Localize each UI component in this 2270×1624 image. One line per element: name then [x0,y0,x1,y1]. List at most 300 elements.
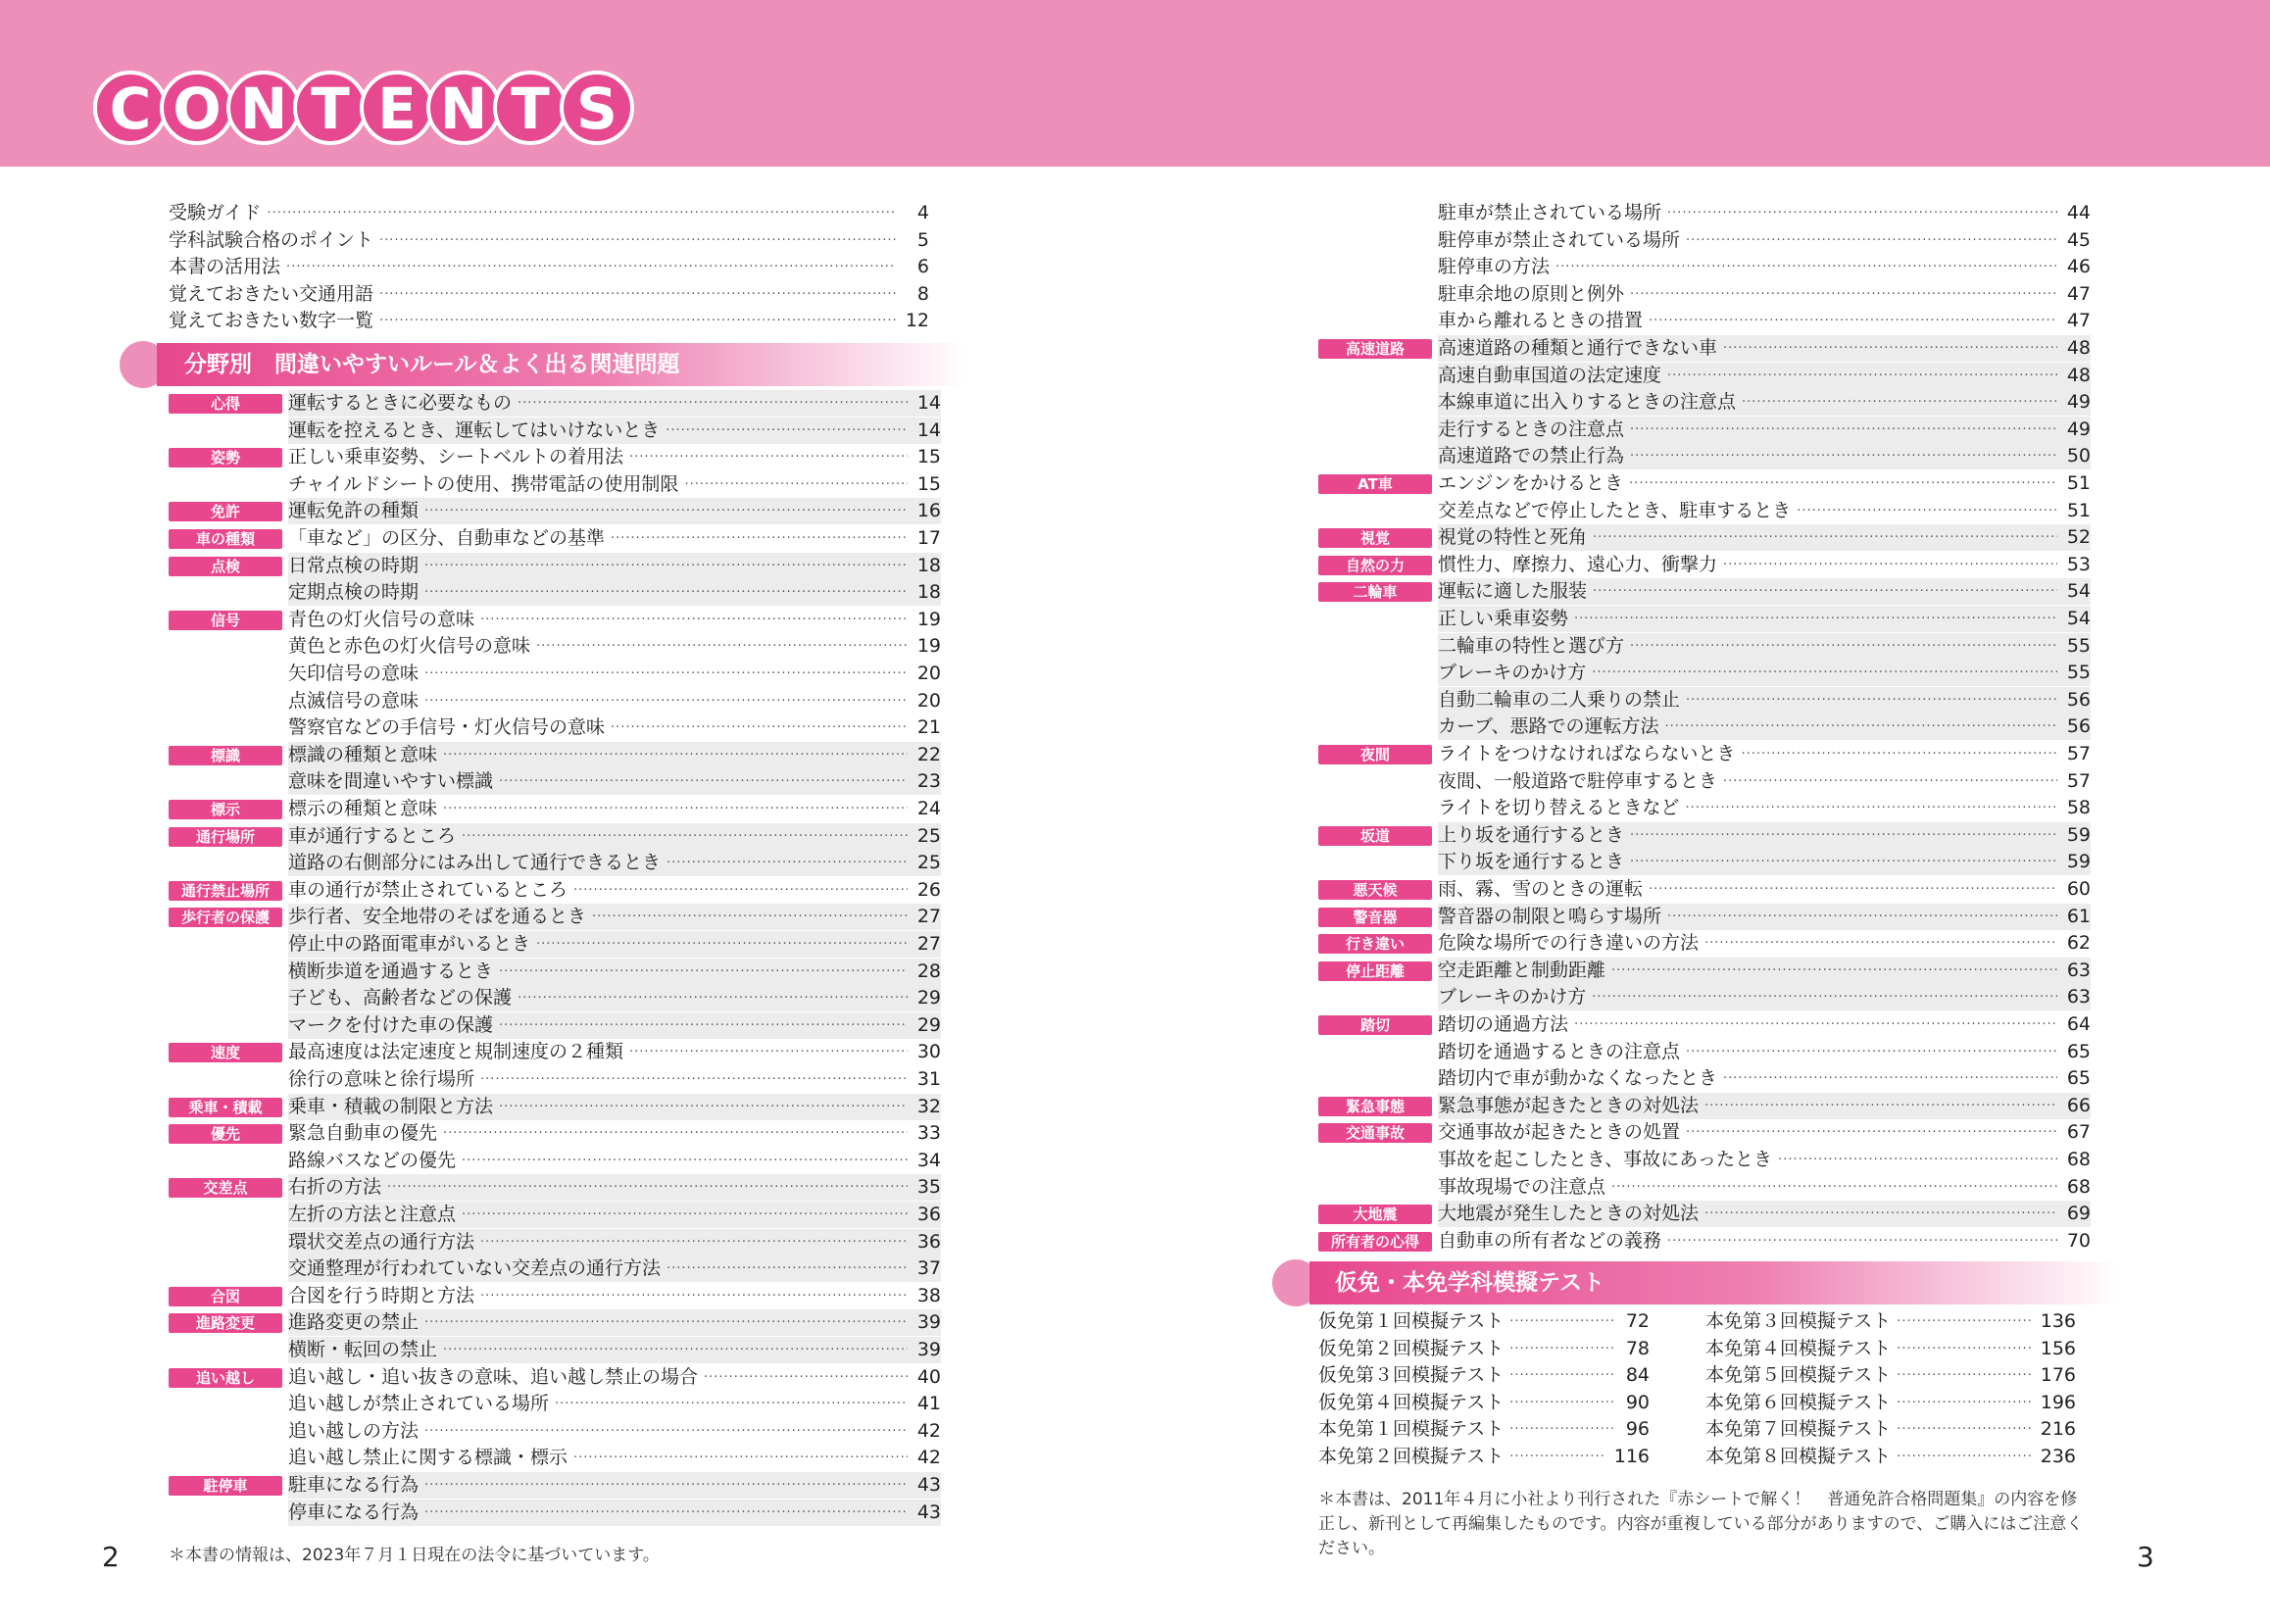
mock-test-page-number: 176 [2040,1364,2076,1387]
entry-page-number: 39 [916,1311,941,1334]
category-tag: 免許 [169,502,282,521]
leader-dots [1704,1201,2057,1227]
mock-test-label: 本免第４回模擬テスト [1705,1337,1892,1359]
leader-dots [1555,254,2057,280]
intro-row [169,200,929,226]
leader-dots [1509,1308,1616,1335]
category-tag: 視覚 [1318,528,1432,548]
entry-label: 下り坂を通行するとき [1438,851,1625,873]
entry-label: 雨、霧、雪のときの運転 [1438,878,1644,900]
category-tag: 姿勢 [169,448,282,468]
contents-row [288,1012,941,1039]
leader-dots [424,688,908,714]
leader-dots [1797,498,2057,524]
contents-row [1438,498,2091,524]
category-tag: 乗車・積載 [169,1098,282,1117]
contents-row [1438,904,2091,930]
leader-dots [499,959,908,985]
mock-test-row [1318,1444,1650,1470]
entry-label: 視覚の特性と死角 [1438,526,1588,549]
entry-page-number: 51 [2066,499,2091,521]
entry-label: 進路変更の禁止 [288,1311,419,1334]
leader-dots [1778,1147,2057,1173]
section-title: 分野別 間違いやすいルール＆よく出る関連問題 [184,352,680,377]
category-tag: 行き違い [1318,934,1432,954]
section-title-bar [1309,1261,2119,1304]
entry-page-number: 18 [916,581,941,604]
section-title-bar [157,343,968,386]
entry-label: 標示の種類と意味 [288,798,438,819]
entry-page-number: 54 [2066,608,2091,629]
leader-dots [443,1120,908,1147]
entry-label: 点滅信号の意味 [288,689,419,712]
category-tag: 速度 [169,1043,282,1062]
entry-label: 徐行の意味と徐行場所 [288,1068,475,1090]
entry-page-number: 67 [2066,1121,2091,1144]
leader-dots [536,633,908,660]
mock-test-label: 仮免第３回模擬テスト [1318,1364,1505,1387]
leader-dots [666,850,908,876]
logo-letter: N [426,71,501,145]
contents-row [1438,687,2091,714]
entry-page-number: 27 [916,933,941,955]
entry-label: ブレーキのかけ方 [1438,662,1587,684]
entry-page-number: 42 [916,1419,941,1442]
left-footnote-text: ＊本書の情報は、2023年７月１日現在の法令に基づいています。 [169,1546,660,1565]
category-tag: 進路変更 [169,1313,282,1333]
category-tag: 緊急事態 [1318,1097,1432,1116]
leader-dots [1686,1039,2057,1065]
contents-row [1438,1147,2091,1173]
entry-page-number: 63 [2066,986,2091,1009]
contents-row [288,607,941,633]
entry-label: 事故現場での注意点 [1438,1175,1606,1198]
leader-dots [1593,578,2057,605]
contents-row [288,850,941,876]
entry-label: 上り坂を通行するとき [1438,823,1625,846]
entry-label: 横断歩道を通過するとき [288,960,494,982]
category-tag: 合図 [169,1287,282,1306]
entry-label: 高速道路での禁止行為 [1438,445,1625,468]
entry-label: 青色の灯火信号の意味 [288,608,475,630]
entry-label: チャイルドシートの使用、携帯電話の使用制限 [288,472,679,495]
mock-test-label: 本免第７回模擬テスト [1705,1418,1892,1441]
entry-label: 車が通行するところ [288,824,457,847]
contents-row [288,1364,941,1391]
category-tag: 点検 [169,557,282,576]
entry-page-number: 53 [2066,553,2091,575]
entry-label: 学科試験合格のポイント [169,228,374,251]
leader-dots [424,1472,908,1499]
leader-dots [1574,1011,2057,1038]
entry-label: 交通事故が起きたときの処置 [1438,1121,1681,1144]
leader-dots [1509,1336,1616,1362]
contents-row [1438,606,2091,632]
entry-label: 緊急事態が起きたときの対処法 [1438,1094,1700,1116]
contents-row [288,904,941,930]
mock-test-page-number: 90 [1625,1391,1650,1413]
mock-test-page-number: 84 [1625,1364,1650,1387]
intro-row [169,254,929,280]
contents-row [1438,714,2091,740]
mock-test-row [1705,1390,2076,1416]
leader-dots [666,1255,908,1282]
category-tag: 警音器 [1318,908,1432,927]
leader-dots [611,525,908,552]
entry-page-number: 70 [2066,1229,2091,1252]
contents-row [288,1174,941,1201]
leader-dots [684,471,908,498]
leader-dots [424,1309,908,1336]
entry-page-number: 6 [916,256,929,278]
entry-page-number: 46 [2066,256,2091,278]
mock-test-row [1705,1308,2076,1335]
contents-row [1438,958,2091,984]
entry-label: 走行するときの注意点 [1438,418,1625,440]
entry-page-number: 45 [2066,228,2091,251]
leader-dots [462,1202,908,1228]
entry-label: 路線バスなどの優先 [288,1149,457,1171]
leader-dots [1897,1336,2032,1362]
leader-dots [286,254,896,280]
entry-label: 合図を行う時期と方法 [288,1284,475,1306]
entry-page-number: 24 [916,798,941,819]
leader-dots [1630,633,2057,660]
category-tag: 車の種類 [169,529,282,549]
contents-row [1438,200,2091,226]
entry-label: 横断・転回の禁止 [288,1339,438,1360]
entry-page-number: 69 [2066,1203,2091,1225]
entry-label: 交差点などで停止したとき、駐車するとき [1438,499,1792,521]
entry-label: 駐車が禁止されている場所 [1438,202,1662,223]
entry-label: 車から離れるときの措置 [1438,310,1644,332]
contents-row [288,444,941,470]
category-tag: 通行場所 [169,827,282,847]
contents-row [1438,795,2091,821]
entry-page-number: 57 [2066,769,2091,792]
leader-dots [379,281,896,308]
leader-dots [1897,1390,2032,1416]
contents-row [288,1229,941,1255]
contents-row [1438,443,2091,469]
entry-label: 定期点検の時期 [288,581,419,604]
leader-dots [1667,363,2057,389]
contents-row [288,579,941,606]
contents-row [1438,984,2091,1010]
category-tag: 心得 [169,394,282,414]
entry-page-number: 59 [2066,823,2091,846]
leader-dots [1723,552,2057,578]
entry-label: 本書の活用法 [169,256,281,278]
entry-page-number: 26 [916,878,941,901]
entry-label: 黄色と赤色の灯火信号の意味 [288,635,531,658]
mock-test-row [1705,1416,2076,1443]
entry-label: マークを付けた車の保護 [288,1013,494,1036]
contents-row [288,498,941,524]
leader-dots [443,742,908,768]
entry-label: 正しい乗車姿勢 [1438,608,1569,629]
mock-test-row [1705,1336,2076,1362]
leader-dots [1897,1362,2032,1389]
entry-page-number: 19 [916,608,941,630]
entry-label: 停止中の路面電車がいるとき [288,933,531,955]
leader-dots [1685,795,2057,821]
logo-letter: T [493,71,568,145]
page-number-right: 3 [2137,1541,2154,1573]
entry-label: 本線車道に出入りするときの注意点 [1438,391,1737,414]
leader-dots [379,308,896,334]
intro-row [169,281,929,308]
entry-label: 事故を起こしたとき、事故にあったとき [1438,1149,1773,1170]
entry-page-number: 36 [916,1204,941,1225]
contents-row [1438,1093,2091,1119]
contents-row [288,959,941,985]
entry-label: 意味を間違いやすい標識 [288,770,494,793]
logo-letter: O [160,71,234,145]
entry-page-number: 65 [2066,1040,2091,1062]
entry-label: 緊急自動車の優先 [288,1122,438,1145]
leader-dots [480,1283,908,1309]
entry-label: 受験ガイド [169,202,262,223]
contents-row [288,1066,941,1093]
entry-page-number: 64 [2066,1013,2091,1035]
entry-label: 最高速度は法定速度と規制速度の２種類 [288,1041,624,1063]
entry-label: 右折の方法 [288,1176,382,1199]
entry-label: 夜間、一般道路で駐停車するとき [1438,769,1718,792]
entry-label: カーブ、悪路での運転方法 [1438,715,1659,738]
leader-dots [1897,1308,2032,1335]
leader-dots [1723,1065,2057,1092]
entry-page-number: 22 [916,743,941,765]
leader-dots [704,1364,908,1391]
contents-row [288,688,941,714]
leader-dots [379,227,896,254]
contents-row [1438,849,2091,875]
category-tag: 二輪車 [1318,582,1432,602]
entry-label: 道路の右側部分にはみ出して通行できるとき [288,852,662,874]
contents-row [288,1445,941,1471]
mock-test-page-number: 96 [1625,1418,1650,1441]
left-footnote [169,1544,855,1568]
entry-label: 追い越し・追い抜きの意味、追い越し禁止の場合 [288,1365,699,1388]
entry-page-number: 60 [2066,878,2091,900]
contents-row [288,796,941,822]
entry-page-number: 32 [916,1095,941,1117]
category-tag: 悪天候 [1318,880,1432,900]
entry-label: 追い越しの方法 [288,1419,419,1442]
entry-page-number: 19 [916,635,941,658]
leader-dots [480,607,908,633]
contents-row [1438,1201,2091,1227]
leader-dots [555,1391,908,1417]
contents-row [1438,470,2091,497]
leader-dots [592,904,908,930]
leader-dots [443,1337,908,1363]
contents-row [288,1094,941,1120]
category-tag: 交通事故 [1318,1123,1432,1143]
leader-dots [1667,904,2057,930]
entry-page-number: 48 [2066,364,2091,386]
entry-label: 二輪車の特性と選び方 [1438,634,1625,657]
contents-row [288,742,941,768]
entry-label: 歩行者、安全地帯のそばを通るとき [288,906,587,928]
mock-test-label: 本免第５回模擬テスト [1705,1364,1892,1387]
entry-page-number: 40 [916,1365,941,1388]
leader-dots [1741,741,2057,767]
leader-dots [1630,443,2057,469]
leader-dots [1723,335,2057,362]
contents-row [1438,1065,2091,1092]
contents-row [288,661,941,687]
entry-label: 矢印信号の意味 [288,663,419,684]
entry-page-number: 31 [916,1068,941,1090]
logo-letter: S [560,71,634,145]
entry-page-number: 29 [916,1013,941,1036]
contents-row [1438,876,2091,903]
entry-page-number: 25 [916,824,941,847]
contents-row [1438,633,2091,660]
contents-row [288,823,941,850]
entry-page-number: 48 [2066,337,2091,359]
leader-dots [499,1012,908,1039]
entry-label: 警察官などの手信号・灯火信号の意味 [288,716,606,739]
mock-test-row [1705,1444,2076,1470]
contents-row [288,633,941,660]
entry-label: 「車など」の区分、自動車などの基準 [288,527,606,549]
entry-label: 危険な場所での行き違いの方法 [1438,932,1700,955]
leader-dots [424,553,908,579]
entry-label: 駐車になる行為 [288,1474,419,1496]
contents-row [1438,1039,2091,1065]
leader-dots [1611,1174,2057,1201]
leader-dots [1649,308,2057,334]
contents-row [1438,822,2091,849]
category-tag: 信号 [169,611,282,630]
entry-page-number: 49 [2066,391,2091,414]
entry-page-number: 56 [2066,688,2091,711]
contents-row [288,1120,941,1147]
category-tag: 停止距離 [1318,961,1432,981]
entry-page-number: 42 [916,1447,941,1469]
leader-dots [629,1039,908,1065]
entry-label: 踏切の通過方法 [1438,1013,1569,1035]
contents-row [288,1148,941,1174]
entry-label: 正しい乗車姿勢、シートベルトの着用法 [288,446,624,468]
leader-dots [1574,606,2057,632]
entry-page-number: 49 [2066,418,2091,440]
leader-dots [1686,687,2057,714]
entry-page-number: 34 [916,1149,941,1171]
leader-dots [424,661,908,687]
mock-test-label: 本免第６回模擬テスト [1705,1391,1892,1413]
leader-dots [499,768,908,795]
entry-page-number: 20 [916,663,941,684]
contents-row [1438,335,2091,362]
contents-row [288,1337,941,1363]
entry-page-number: 12 [905,310,929,332]
leader-dots [1667,200,2057,226]
leader-dots [424,579,908,606]
category-tag: 大地震 [1318,1205,1432,1224]
contents-logo [93,71,626,149]
entry-label: 追い越しが禁止されている場所 [288,1393,550,1415]
entry-page-number: 20 [916,689,941,712]
contents-row [288,1472,941,1499]
entry-label: 駐停車が禁止されている場所 [1438,228,1681,251]
contents-row [1438,578,2091,605]
leader-dots [1611,958,2057,984]
mock-test-row [1318,1416,1650,1443]
entry-page-number: 27 [916,906,941,928]
entry-page-number: 61 [2066,905,2091,927]
entry-page-number: 68 [2066,1175,2091,1198]
contents-row [288,1283,941,1309]
contents-row [288,471,941,498]
entry-page-number: 29 [916,987,941,1009]
category-tag: 踏切 [1318,1015,1432,1035]
entry-label: 停車になる行為 [288,1501,419,1523]
contents-row [1438,552,2091,578]
leader-dots [1630,417,2057,443]
mock-test-page-number: 236 [2040,1446,2076,1467]
entry-page-number: 51 [2066,472,2091,494]
contents-row [288,931,941,958]
mock-test-page-number: 156 [2040,1337,2076,1359]
contents-row [1438,308,2091,334]
category-tag: 歩行者の保護 [169,908,282,927]
logo-letter: N [226,71,301,145]
entry-page-number: 56 [2066,715,2091,738]
contents-row [1438,389,2091,416]
entry-page-number: 43 [916,1501,941,1523]
mock-test-page-number: 136 [2040,1310,2076,1332]
contents-row [1438,768,2091,795]
entry-label: 交通整理が行われていない交差点の通行方法 [288,1257,662,1280]
entry-label: 車の通行が禁止されているところ [288,878,568,901]
contents-row [288,1202,941,1228]
entry-page-number: 47 [2066,310,2091,332]
entry-label: 大地震が発生したときの対処法 [1438,1203,1700,1225]
category-tag: 坂道 [1318,826,1432,846]
contents-row [1438,227,2091,254]
entry-page-number: 16 [916,500,941,522]
contents-row [288,1391,941,1417]
contents-row [288,1500,941,1526]
category-tag: 自然の力 [1318,556,1432,575]
contents-row [1438,1119,2091,1146]
leader-dots [387,1174,908,1201]
leader-dots [573,877,908,904]
contents-row [288,1039,941,1065]
entry-label: 自動二輪車の二人乗りの禁止 [1438,688,1681,711]
entry-label: 踏切を通過するときの注意点 [1438,1040,1681,1062]
entry-page-number: 58 [2066,797,2091,819]
entry-page-number: 14 [916,392,941,414]
contents-row [288,768,941,795]
entry-page-number: 55 [2066,662,2091,684]
logo-letter: T [293,71,368,145]
entry-page-number: 37 [916,1257,941,1280]
leader-dots [462,823,908,850]
entry-page-number: 18 [916,554,941,576]
mock-test-label: 仮免第２回模擬テスト [1318,1337,1505,1359]
mock-test-row [1318,1390,1650,1416]
contents-row [288,1255,941,1282]
entry-page-number: 33 [916,1122,941,1145]
leader-dots [666,418,908,444]
leader-dots [1509,1362,1616,1389]
leader-dots [1686,227,2057,254]
